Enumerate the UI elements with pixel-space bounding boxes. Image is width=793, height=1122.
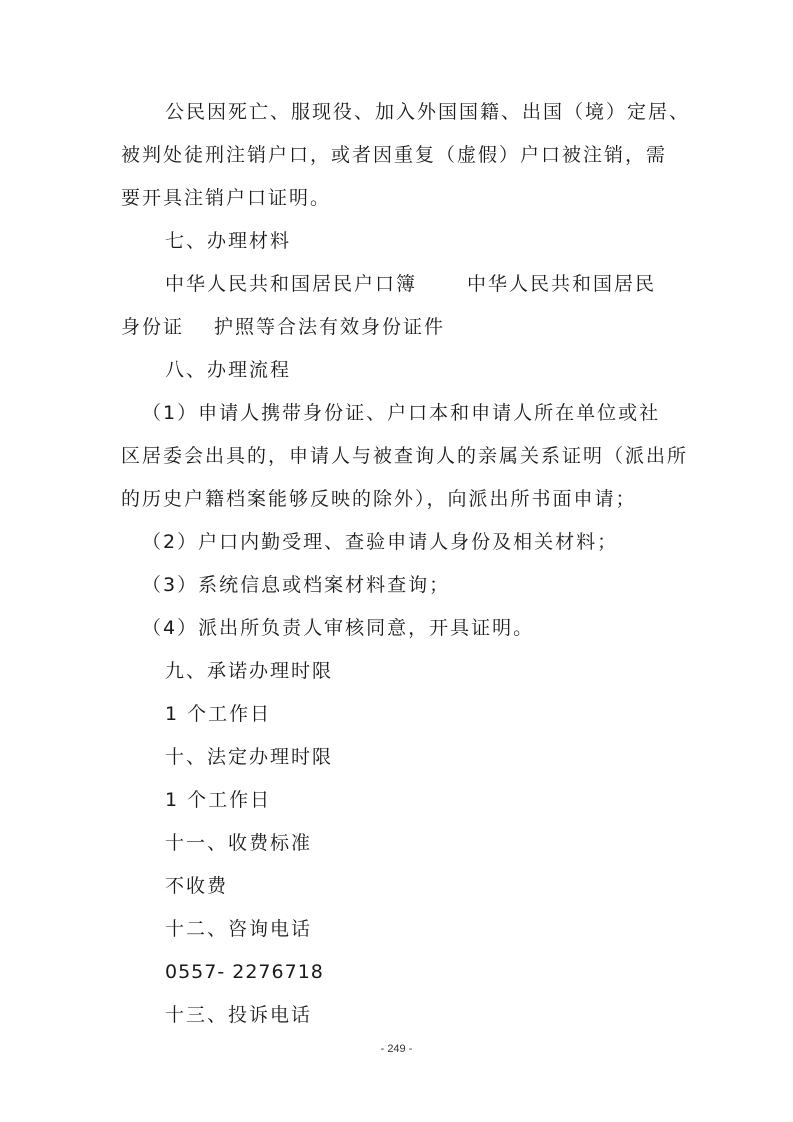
section-heading: 十、法定办理时限 bbox=[165, 746, 334, 768]
section-heading: 十一、收费标准 bbox=[165, 832, 313, 854]
section-heading: 九、承诺办理时限 bbox=[165, 660, 334, 682]
section-value: 1 个工作日 bbox=[165, 789, 272, 811]
materials-line bbox=[165, 272, 656, 296]
materials-line bbox=[121, 315, 445, 339]
process-step: （1）申请人携带身份证、户口本和申请人所在单位或社 bbox=[142, 402, 661, 424]
page-number: - 249 - bbox=[380, 1043, 413, 1055]
process-step: （2）户口内勤受理、查验申请人身份及相关材料； bbox=[142, 531, 619, 553]
phone-number: 0557- 2276718 bbox=[165, 961, 324, 983]
process-step: 的历史户籍档案能够反映的除外），向派出所书面申请； bbox=[121, 488, 637, 510]
section-heading: 十二、咨询电话 bbox=[165, 918, 313, 940]
paragraph-line: 被判处徒刑注销户口，或者因重复（虚假）户口被注销，需 bbox=[121, 144, 668, 166]
section-heading: 七、办理材料 bbox=[165, 230, 292, 252]
section-heading: 十三、投诉电话 bbox=[165, 1004, 313, 1026]
paragraph-line: 公民因死亡、服现役、加入外国国籍、出国（境）定居、 bbox=[165, 101, 691, 123]
process-step: （3）系统信息或档案材料查询； bbox=[142, 574, 451, 596]
material-id-card-part1: 中华人民共和国居民 bbox=[467, 273, 657, 295]
section-heading: 八、办理流程 bbox=[165, 359, 292, 381]
material-household-register: 中华人民共和国居民户口簿 bbox=[165, 273, 418, 295]
material-id-card-part2: 身份证 bbox=[121, 316, 185, 338]
process-step: （4）派出所负责人审核同意，开具证明。 bbox=[142, 617, 535, 639]
material-passport: 护照等合法有效身份证件 bbox=[214, 316, 446, 338]
section-value: 1 个工作日 bbox=[165, 703, 272, 725]
process-step: 区居委会出具的，申请人与被查询人的亲属关系证明（派出所 bbox=[121, 445, 689, 467]
section-value: 不收费 bbox=[165, 875, 229, 897]
paragraph-line: 要开具注销户口证明。 bbox=[121, 187, 332, 209]
